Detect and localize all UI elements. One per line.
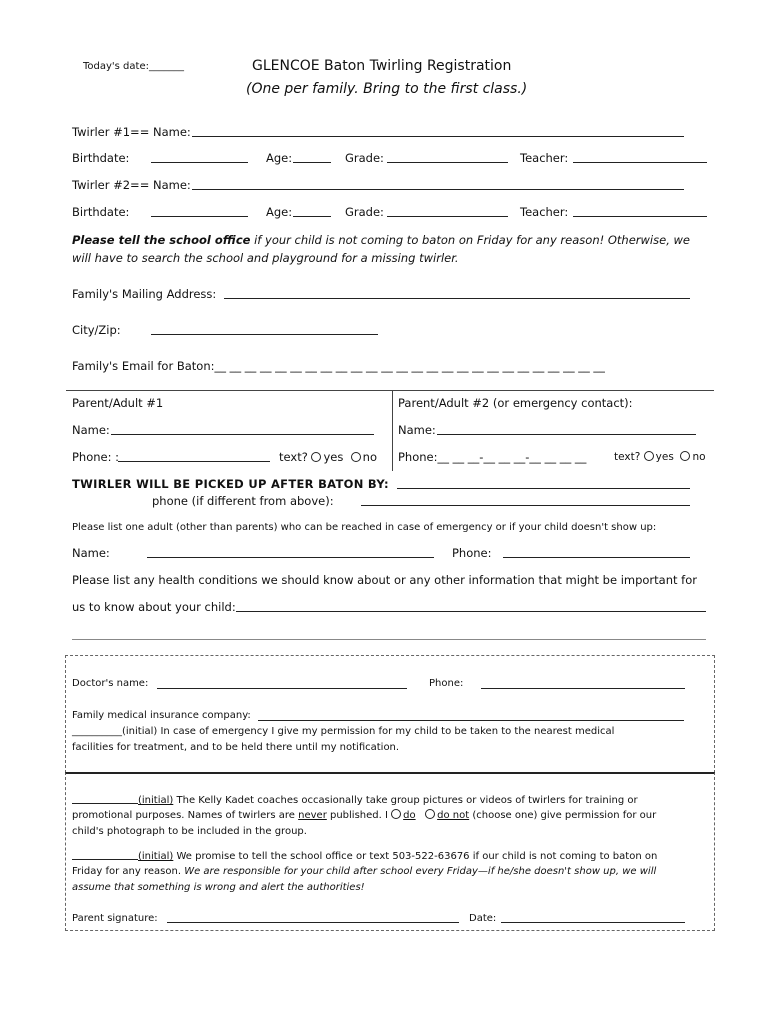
parent2-phone-label: Phone:__ __ __-__ __ __-__ __ __ __	[398, 450, 587, 464]
doctor-name-label: Doctor's name:	[72, 678, 149, 689]
form-title: GLENCOE Baton Twirling Registration	[252, 58, 512, 74]
parent1-phone-label: Phone: :	[72, 450, 120, 464]
parent2-text-yes-radio[interactable]	[644, 451, 654, 461]
parent-signature-label: Parent signature:	[72, 913, 158, 924]
mailing-address-field[interactable]	[224, 298, 690, 299]
promise-line2-a: Friday for any reason.	[72, 866, 185, 877]
parent2-name-label: Name:	[398, 423, 436, 437]
doctor-phone-label: Phone:	[429, 678, 464, 689]
promise-initial-field[interactable]	[72, 849, 138, 860]
parent2-name-field[interactable]	[437, 434, 696, 435]
twirler1-teacher-label: Teacher:	[520, 151, 569, 165]
parent2-text-option	[614, 450, 706, 464]
emergency-name-label: Name:	[72, 546, 110, 560]
promise-line3: assume that something is wrong and alert the authorities!	[72, 882, 365, 893]
twirler2-age-field[interactable]	[293, 216, 331, 217]
parent1-text-option	[279, 450, 377, 464]
photos-line2	[72, 809, 656, 823]
parent1-no-label: no	[362, 450, 377, 464]
photos-do-label: do	[403, 810, 416, 821]
insurance-label: Family medical insurance company:	[72, 710, 251, 721]
promise-line2-italic: We are responsible for your child after school every Friday—if he/she doesn't show up, we will	[184, 866, 657, 877]
twirler1-birthdate-label: Birthdate:	[72, 151, 130, 165]
photos-line3: child's photograph to be included in the group.	[72, 826, 307, 837]
twirler2-grade-field[interactable]	[387, 216, 508, 217]
health-field-line2[interactable]	[72, 639, 706, 640]
twirler2-grade-label: Grade:	[345, 205, 384, 219]
parent1-phone-field[interactable]	[118, 461, 270, 462]
promise-initial-label: (initial)	[138, 851, 174, 862]
pickup-phone-field[interactable]	[361, 505, 690, 506]
photos-line2-a: promotional purposes. Names of twirlers are	[72, 810, 299, 821]
twirler1-teacher-field[interactable]	[573, 162, 707, 163]
parent1-header: Parent/Adult #1	[72, 396, 164, 410]
doctor-name-field[interactable]	[157, 688, 407, 689]
parent-signature-field[interactable]	[167, 922, 459, 923]
health-line1: Please list any health conditions we should know about or any other information that might be important for	[72, 573, 697, 587]
parent-table-divider	[392, 390, 393, 471]
emergency-name-field[interactable]	[147, 557, 434, 558]
parent1-name-label: Name:	[72, 423, 110, 437]
twirler1-name-field[interactable]	[192, 136, 684, 137]
pickup-label: TWIRLER WILL BE PICKED UP AFTER BATON BY:	[72, 477, 389, 491]
pickup-field[interactable]	[397, 488, 690, 489]
family-email-label: Family's Email for Baton:__ __ __ __ __ __ __ __ __ __ __ __ __ __ __ __ __ __ __ __ __ __ __ __ __ __	[72, 359, 605, 373]
medical-consent-line2: facilities for treatment, and to be held there until my notification.	[72, 742, 400, 753]
emergency-instruction: Please list one adult (other than parents) who can be reached in case of emergency or if your child doesn't show up:	[72, 522, 657, 533]
twirler2-teacher-field[interactable]	[573, 216, 707, 217]
twirler1-age-label: Age:	[266, 151, 293, 165]
parent1-text-yes-radio[interactable]	[311, 452, 321, 462]
parent2-no-label: no	[692, 451, 706, 463]
insurance-field[interactable]	[258, 720, 684, 721]
parent1-text-label: text?	[279, 450, 308, 464]
cityzip-label: City/Zip:	[72, 323, 121, 337]
photos-do-not-label: do not	[437, 810, 470, 821]
health-field-line1[interactable]	[236, 611, 706, 612]
parent1-name-field[interactable]	[111, 434, 374, 435]
notice-line1	[72, 233, 690, 247]
twirler2-name-label: Twirler #2== Name:	[72, 178, 191, 192]
twirler1-age-field[interactable]	[293, 162, 331, 163]
pickup-phone-label: phone (if different from above):	[152, 494, 334, 508]
photos-initial-field[interactable]	[72, 793, 138, 804]
health-line2: us to know about your child:	[72, 600, 236, 614]
photos-never: never	[298, 810, 327, 821]
twirler1-grade-field[interactable]	[387, 162, 508, 163]
notice-bold: Please tell the school office	[72, 233, 251, 247]
twirler1-birthdate-field[interactable]	[151, 162, 248, 163]
twirler2-teacher-label: Teacher:	[520, 205, 569, 219]
promise-line1	[72, 849, 657, 864]
parent2-text-label: text?	[614, 451, 641, 463]
todays-date-label: Today's date:_______	[83, 61, 184, 72]
notice-line2: will have to search the school and playground for a missing twirler.	[72, 251, 459, 265]
mailing-address-label: Family's Mailing Address:	[72, 287, 217, 301]
twirler2-birthdate-field[interactable]	[151, 216, 248, 217]
parent1-yes-label: yes	[323, 450, 344, 464]
notice-line1-rest: if your child is not coming to baton on Friday for any reason! Otherwise, we	[250, 233, 690, 247]
medical-consent-line1: __________(initial) In case of emergency I give my permission for my child to be taken to the nearest medical	[72, 726, 615, 737]
doctor-phone-field[interactable]	[481, 688, 685, 689]
photos-initial-label: (initial)	[138, 795, 174, 806]
photos-line1-rest: The Kelly Kadet coaches occasionally take group pictures or videos of twirlers for training or	[173, 795, 638, 806]
twirler2-name-field[interactable]	[192, 189, 684, 190]
signature-date-label: Date:	[469, 913, 497, 924]
twirler1-name-label: Twirler #1== Name:	[72, 125, 191, 139]
parent-table-top-border	[66, 390, 714, 391]
emergency-phone-label: Phone:	[452, 546, 492, 560]
photos-line2-c: (choose one) give permission for our	[469, 810, 657, 821]
parent2-yes-label: yes	[655, 451, 674, 463]
parent2-text-no-radio[interactable]	[680, 451, 690, 461]
photos-line1	[72, 793, 638, 808]
promise-line2	[72, 865, 656, 879]
parent1-text-no-radio[interactable]	[351, 452, 361, 462]
photos-line2-b: published. I	[326, 810, 392, 821]
photos-do-not-radio[interactable]	[425, 809, 435, 819]
signature-date-field[interactable]	[501, 922, 685, 923]
twirler2-birthdate-label: Birthdate:	[72, 205, 130, 219]
cityzip-field[interactable]	[151, 334, 378, 335]
photos-do-radio[interactable]	[391, 809, 401, 819]
form-subtitle: (One per family. Bring to the first class.)	[246, 81, 528, 97]
parent2-header: Parent/Adult #2 (or emergency contact):	[398, 396, 633, 410]
twirler1-grade-label: Grade:	[345, 151, 384, 165]
emergency-phone-field[interactable]	[503, 557, 690, 558]
promise-line1-rest: We promise to tell the school office or text 503-522-63676 if our child is not coming to baton on	[173, 851, 658, 862]
twirler2-age-label: Age:	[266, 205, 293, 219]
